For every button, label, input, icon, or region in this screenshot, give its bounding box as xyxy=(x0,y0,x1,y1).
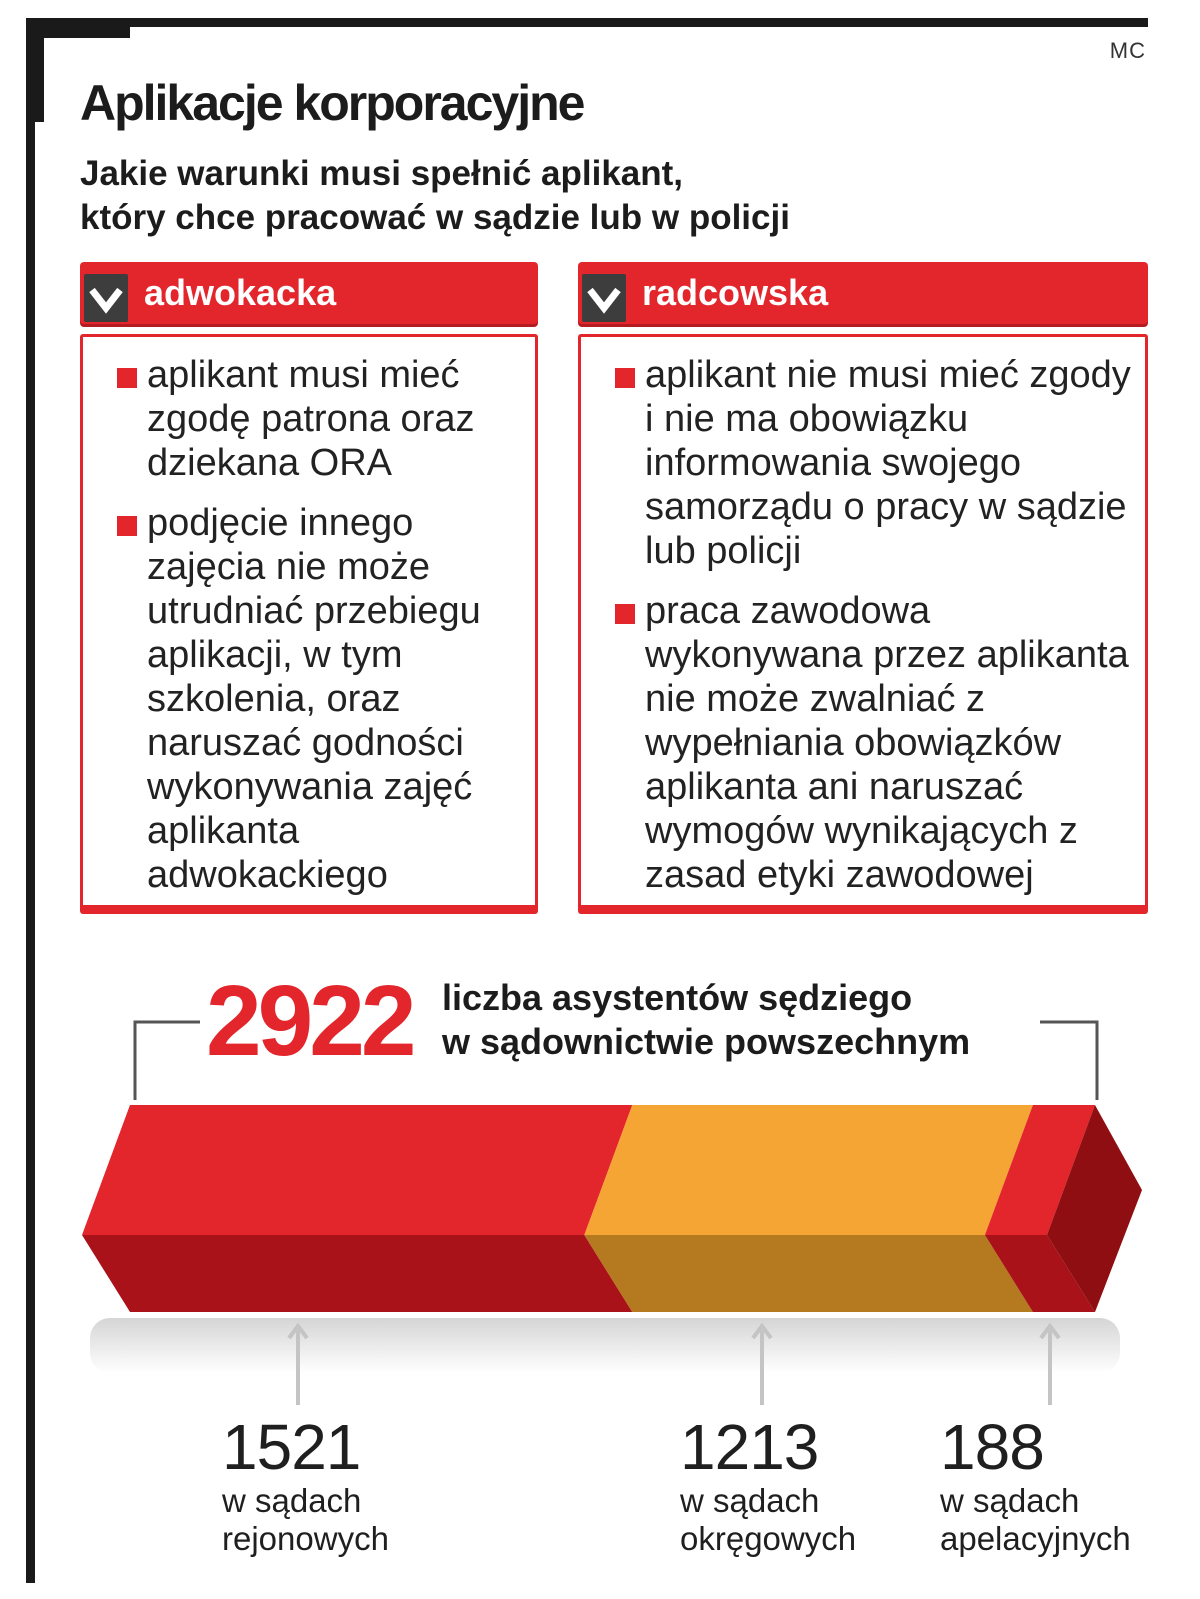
category-line: w sądach xyxy=(680,1482,820,1519)
bar-group xyxy=(82,1105,1142,1312)
column-title: adwokacka xyxy=(144,272,337,313)
chart-title xyxy=(442,976,978,1064)
category-line: apelacyjnych xyxy=(940,1520,1131,1557)
author-credit: MC xyxy=(1109,38,1146,63)
bar-category-label xyxy=(222,1482,389,1558)
list-item-text: podjęcie innego zajęcia nie może utrudniać przebiegu aplikacji, w tym szkolenia, oraz naruszać godności wykonywania zajęć aplikanta adwokackiego xyxy=(147,502,481,896)
chart-title-line-1: liczba asystentów sędziego xyxy=(442,977,913,1018)
bar-segment-bottom-1 xyxy=(584,1235,1033,1312)
category-line: w sądach xyxy=(940,1482,1080,1519)
bar-value-label: 1213 xyxy=(680,1411,819,1483)
total-value: 2922 xyxy=(200,966,418,1076)
bar-segment-bottom-0 xyxy=(82,1235,632,1312)
chart-title-line-2: w sądownictwie powszechnym xyxy=(442,1021,971,1062)
list-item-text: praca zawodowa wykonywana przez aplikanta nie może zwalniać z wypełniania obowiązków aplikanta ani naruszać wymogów wynikających z zasad etyki zawodowej xyxy=(645,590,1129,896)
list-item-text: aplikant nie musi mieć zgody i nie ma obowiązku informowania swojego samorządu o pracy w sądzie lub policji xyxy=(645,354,1131,572)
total-bracket xyxy=(135,1022,200,1100)
category-line: rejonowych xyxy=(222,1520,389,1557)
category-line: okręgowych xyxy=(680,1520,857,1557)
bar-value-label: 188 xyxy=(940,1411,1044,1483)
bar-value-label: 1521 xyxy=(222,1411,361,1483)
bar-segment-top-0 xyxy=(82,1105,632,1235)
bar-category-label xyxy=(680,1482,856,1558)
subtitle-line-1: Jakie warunki musi spełnić aplikant, xyxy=(80,154,684,193)
column-title: radcowska xyxy=(642,272,829,313)
list-item-text: aplikant musi mieć zgodę patrona oraz dziekana ORA xyxy=(147,354,475,484)
category-line: w sądach xyxy=(222,1482,362,1519)
subtitle-line-2: który chce pracować w sądzie lub w policji xyxy=(80,198,790,237)
bar-floor-shadow xyxy=(90,1318,1120,1373)
bar-segment-top-1 xyxy=(584,1105,1033,1235)
total-bracket-right xyxy=(1040,1022,1097,1100)
bar-category-label xyxy=(940,1482,1131,1558)
page-title: Aplikacje korporacyjne xyxy=(80,75,584,131)
